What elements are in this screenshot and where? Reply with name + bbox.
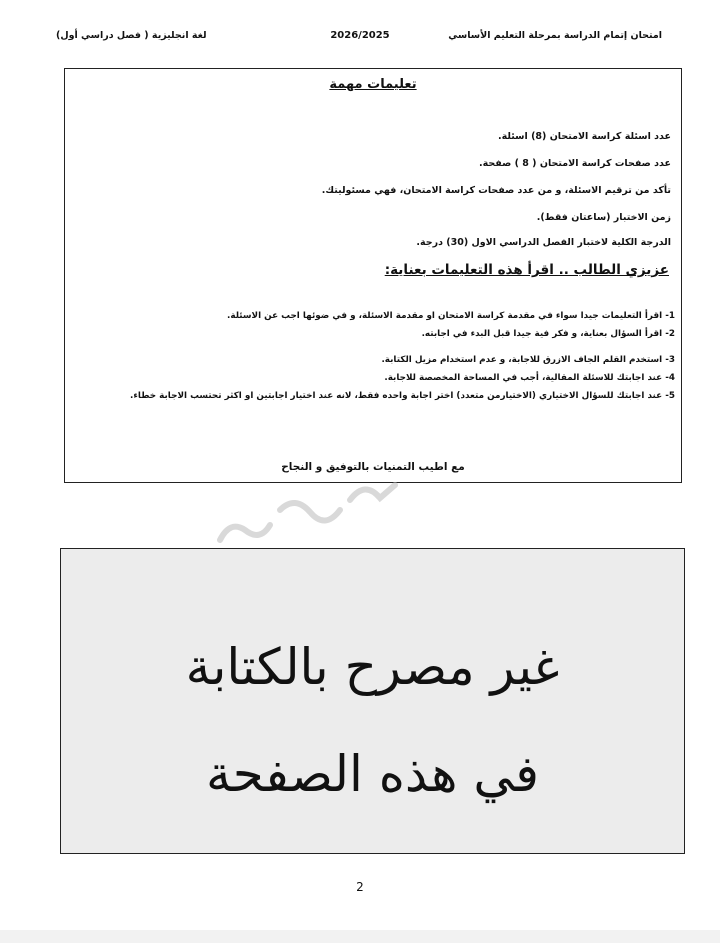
header-subject: لغة انجليزية ( فصل دراسي أول)	[56, 30, 207, 41]
instructions-title: تعليمات مهمة	[329, 77, 417, 92]
rule-item: 5- عند اجابتك للسؤال الاختياري (الاختيارمن متعدد) اختر اجابة واحده فقط، لانه عند اختيار اجابتين او اكثر تحتسب الاجابة خطاء.	[130, 391, 675, 401]
info-line: الدرجة الكلية لاختبار الفصل الدراسي الاول (30) درجة.	[416, 237, 671, 248]
page-header	[40, 30, 680, 50]
rule-item: 2- اقرأ السؤال بعناية، و فكر فية جيدا قبل البدء في اجابته.	[421, 329, 675, 339]
no-writing-line1: غير مصرح بالكتابة	[185, 638, 560, 696]
instructions-box	[64, 68, 682, 483]
page-number: 2	[356, 880, 364, 894]
info-line: تأكد من ترقيم الاسئلة، و من عدد صفحات كراسة الامتحان، فهي مسئوليتك.	[321, 185, 671, 196]
info-line: زمن الاختبار (ساعتان فقط).	[536, 212, 671, 223]
closing-wishes: مع اطيب التمنيات بالتوفيق و النجاح	[281, 461, 465, 473]
no-writing-box	[60, 548, 685, 854]
watermark	[200, 470, 420, 560]
no-writing-line2: في هذه الصفحة	[205, 745, 540, 803]
header-exam-title: امتحان إتمام الدراسة بمرحلة التعليم الأساسي	[448, 30, 662, 41]
rule-item: 1- اقرأ التعليمات جيدا سواء في مقدمة كراسة الامتحان او مقدمة الاسئلة، و في ضوئها اجب عن الاسئلة.	[227, 311, 675, 321]
rule-item: 4- عند اجابتك للاسئلة المقالية، أجب في المساحة المخصصة للاجابة.	[384, 373, 675, 383]
instructions-subheading: عزيزي الطالب .. اقرأ هذه التعليمات بعناية:	[384, 262, 669, 278]
header-year: 2026/2025	[330, 30, 390, 41]
info-line: عدد صفحات كراسة الامتحان ( 8 ) صفحة.	[479, 158, 671, 169]
rule-item: 3- استخدم القلم الجاف الازرق للاجابة، و عدم استخدام مزيل الكتابة.	[381, 355, 675, 365]
info-line: عدد اسئلة كراسة الامتحان (8) اسئلة.	[498, 131, 671, 142]
